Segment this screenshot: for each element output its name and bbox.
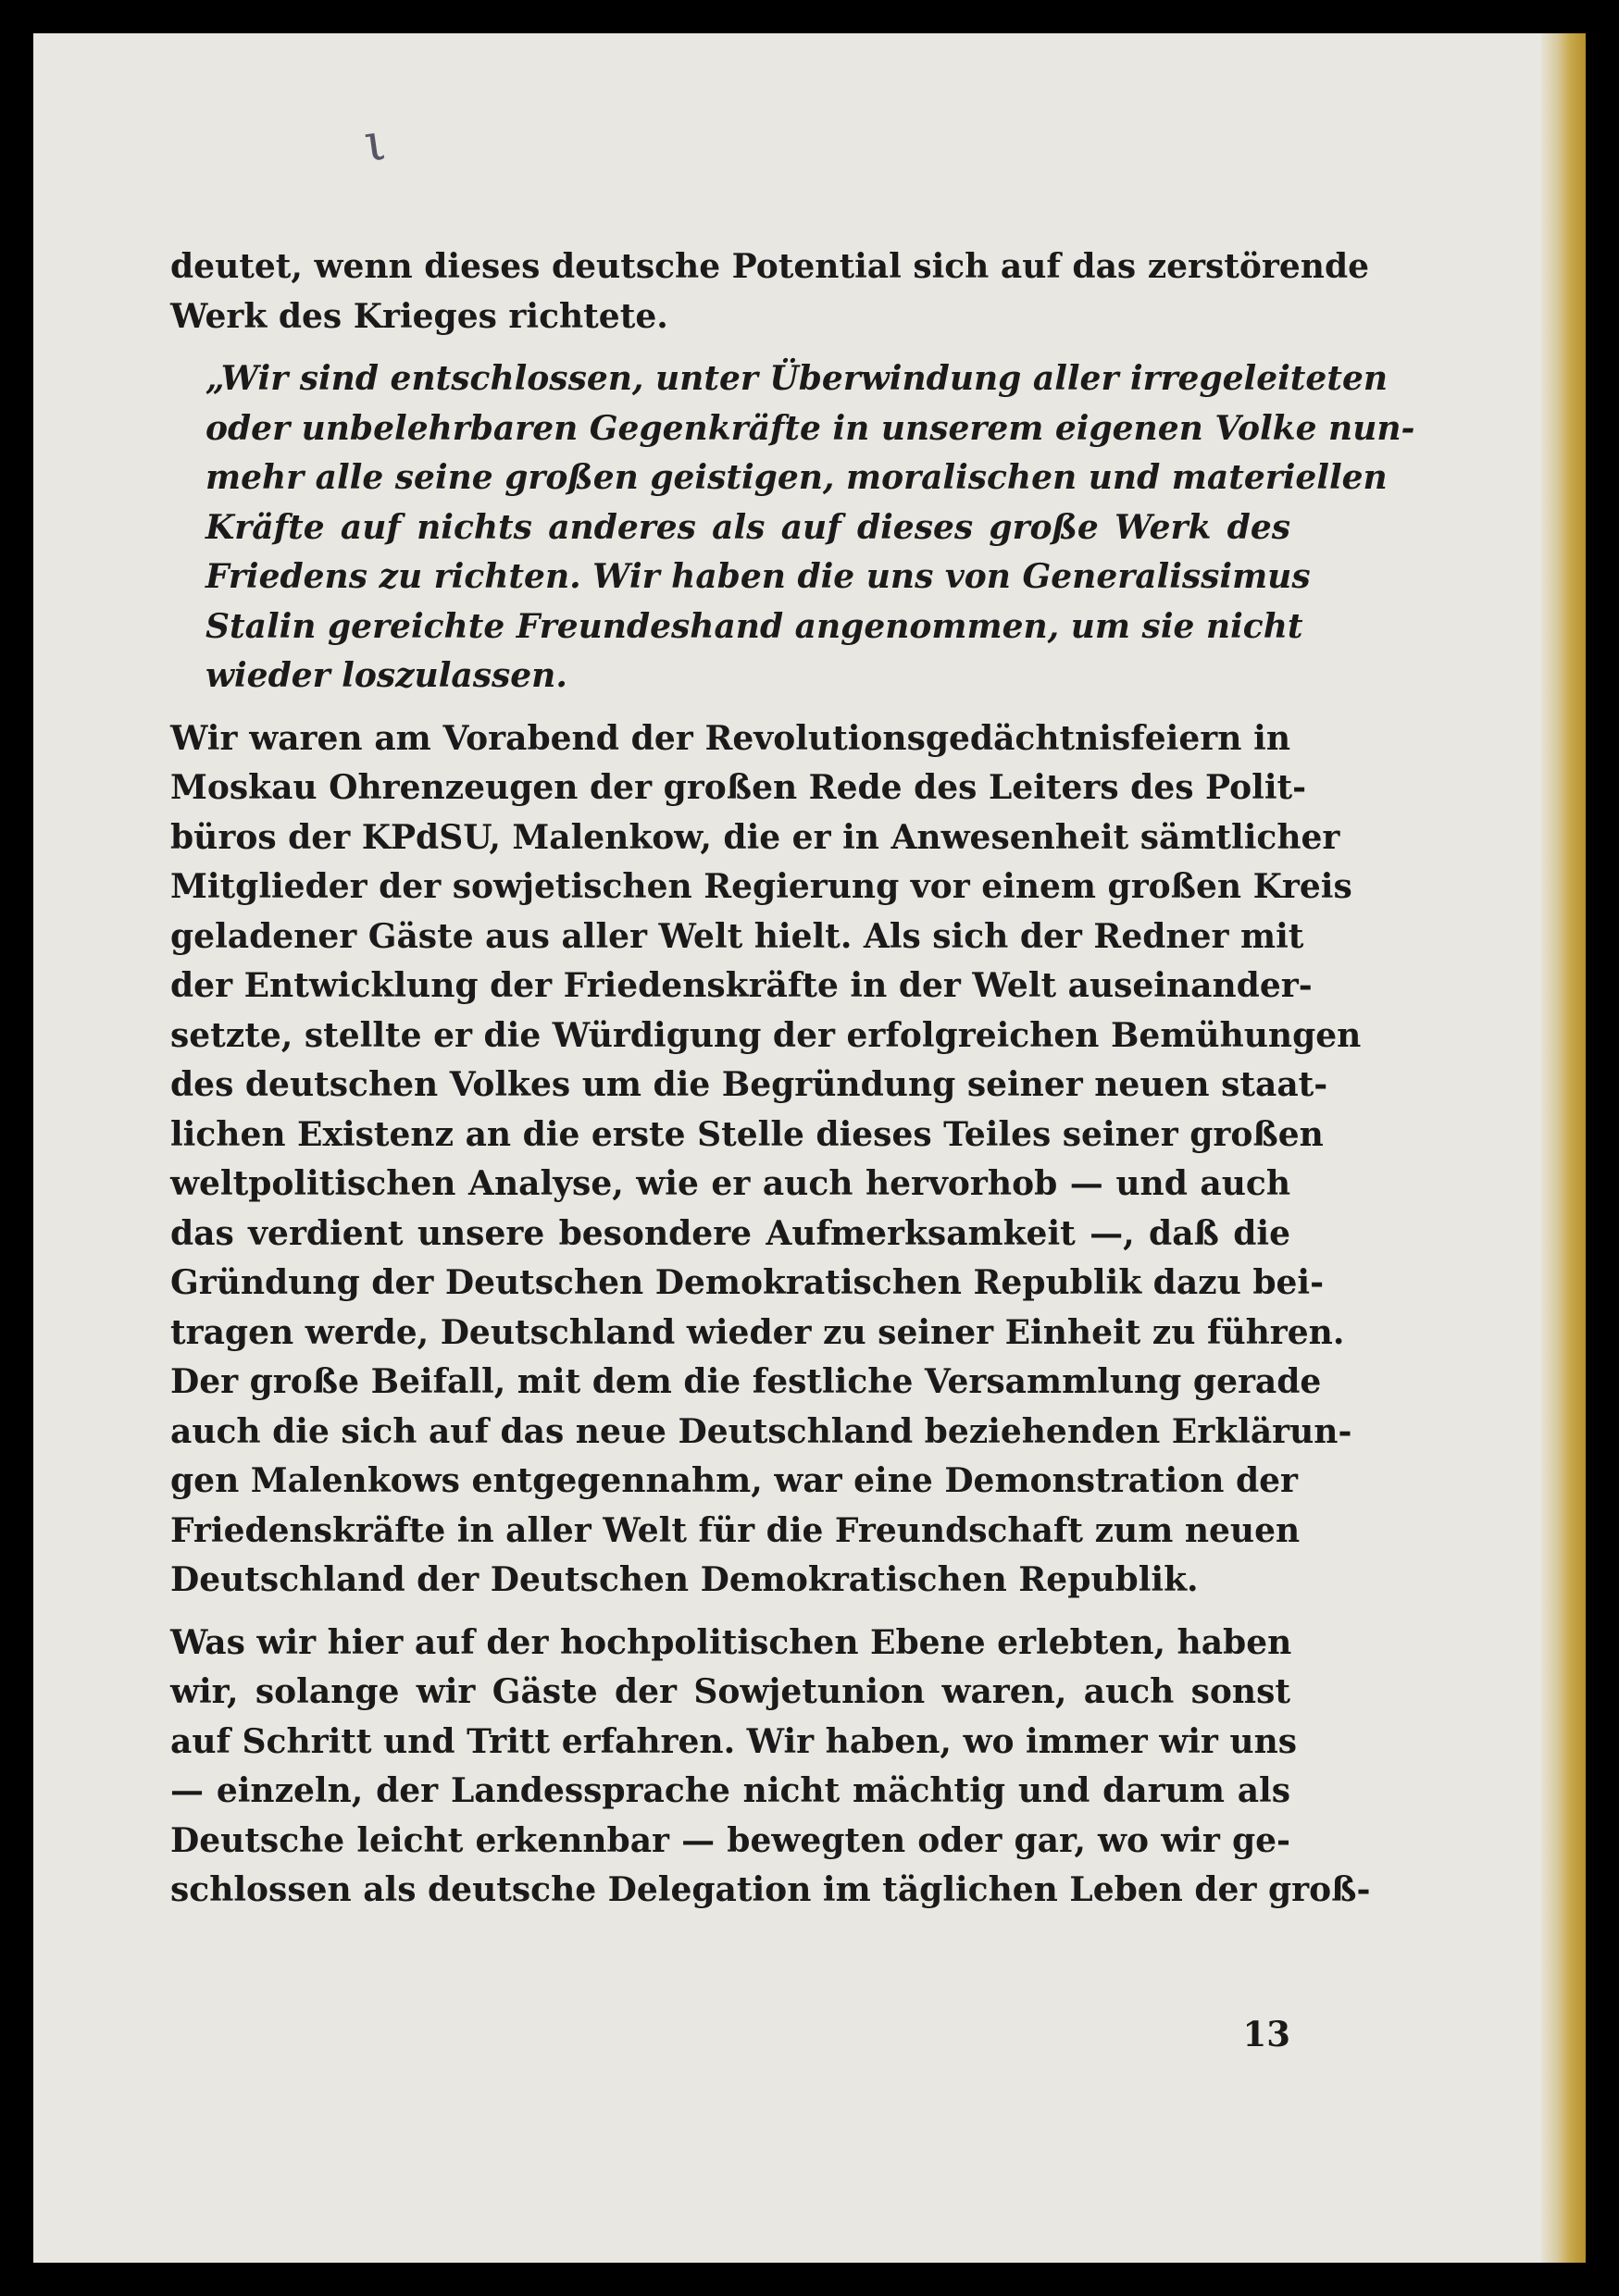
quote-line: „Wir sind entschlossen, unter Überwindung aller irregeleiteten <box>205 359 1389 398</box>
page-edge <box>1541 33 1586 2263</box>
text-line: tragen werde, Deutschland wieder zu seiner Einheit zu führen. <box>170 1312 1345 1352</box>
text-line: Der große Beifall, mit dem die festliche Versammlung gerade <box>170 1362 1322 1401</box>
text-line: büros der KPdSU, Malenkow, die er in Anwesenheit sämtlicher <box>170 817 1340 857</box>
text-line: Was wir hier auf der hochpolitischen Ebene erlebten, haben <box>170 1622 1292 1662</box>
text-line: das verdient unsere besondere Aufmerksamkeit —, daß die <box>170 1213 1290 1253</box>
text-line: Gründung der Deutschen Demokratischen Republik dazu bei- <box>170 1263 1325 1302</box>
quote-line: wieder loszulassen. <box>205 656 567 695</box>
text-line: weltpolitischen Analyse, wie er auch hervorhob — und auch <box>170 1164 1290 1203</box>
paragraph-malenkow <box>170 714 1362 1606</box>
opening-paragraph <box>170 242 1370 341</box>
text-line: schlossen als deutsche Delegation im täglichen Leben der groß- <box>170 1870 1371 1909</box>
quote-line: mehr alle seine großen geistigen, moralischen und materiellen <box>205 458 1388 497</box>
block-quote <box>170 354 1415 701</box>
quote-line: Friedens zu richten. Wir haben die uns von Generalissimus <box>205 557 1311 596</box>
text-line: — einzeln, der Landessprache nicht mächtig und darum als <box>170 1771 1290 1810</box>
text-line: Friedenskräfte in aller Welt für die Freundschaft zum neuen <box>170 1510 1301 1550</box>
text-line: deutet, wenn dieses deutsche Potential sich auf das zerstörende <box>170 247 1370 286</box>
text-line: Deutschland der Deutschen Demokratischen Republik. <box>170 1560 1199 1599</box>
quote-line: Kräfte auf nichts anderes als auf dieses große Werk des <box>205 507 1290 547</box>
quote-line: oder unbelehrbaren Gegenkräfte in unserem eigenen Volke nun- <box>205 408 1415 448</box>
page-number: 13 <box>1242 2014 1290 2054</box>
book-page <box>33 33 1586 2263</box>
paragraph-sowjetunion <box>170 1619 1371 1916</box>
text-line: Werk des Krieges richtete. <box>170 296 668 336</box>
text-line: Deutsche leicht erkennbar — bewegten oder gar, wo wir ge- <box>170 1820 1290 1860</box>
text-line: des deutschen Volkes um die Begründung seiner neuen staat- <box>170 1065 1328 1104</box>
text-line: auch die sich auf das neue Deutschland beziehenden Erklärun- <box>170 1411 1352 1451</box>
text-line: setzte, stellte er die Würdigung der erfolgreichen Bemühungen <box>170 1015 1362 1055</box>
text-line: gen Malenkows entgegennahm, war eine Demonstration der <box>170 1461 1298 1500</box>
text-line: der Entwicklung der Friedenskräfte in der Welt auseinander- <box>170 966 1313 1005</box>
text-line: Moskau Ohrenzeugen der großen Rede des Leiters des Polit- <box>170 768 1307 807</box>
body-text <box>170 242 1415 1916</box>
text-line: geladener Gäste aus aller Welt hielt. Als sich der Redner mit <box>170 916 1304 956</box>
text-line: Mitglieder der sowjetischen Regierung vor einem großen Kreis <box>170 867 1352 906</box>
margin-pencil-mark: ι <box>360 111 390 175</box>
text-line: auf Schritt und Tritt erfahren. Wir haben, wo immer wir uns <box>170 1721 1298 1761</box>
quote-line: Stalin gereichte Freundeshand angenommen, um sie nicht <box>205 606 1303 646</box>
text-line: wir, solange wir Gäste der Sowjetunion waren, auch sonst <box>170 1672 1290 1711</box>
text-line: Wir waren am Vorabend der Revolutionsgedächtnisfeiern in <box>170 718 1290 758</box>
text-line: lichen Existenz an die erste Stelle dieses Teiles seiner großen <box>170 1114 1324 1154</box>
